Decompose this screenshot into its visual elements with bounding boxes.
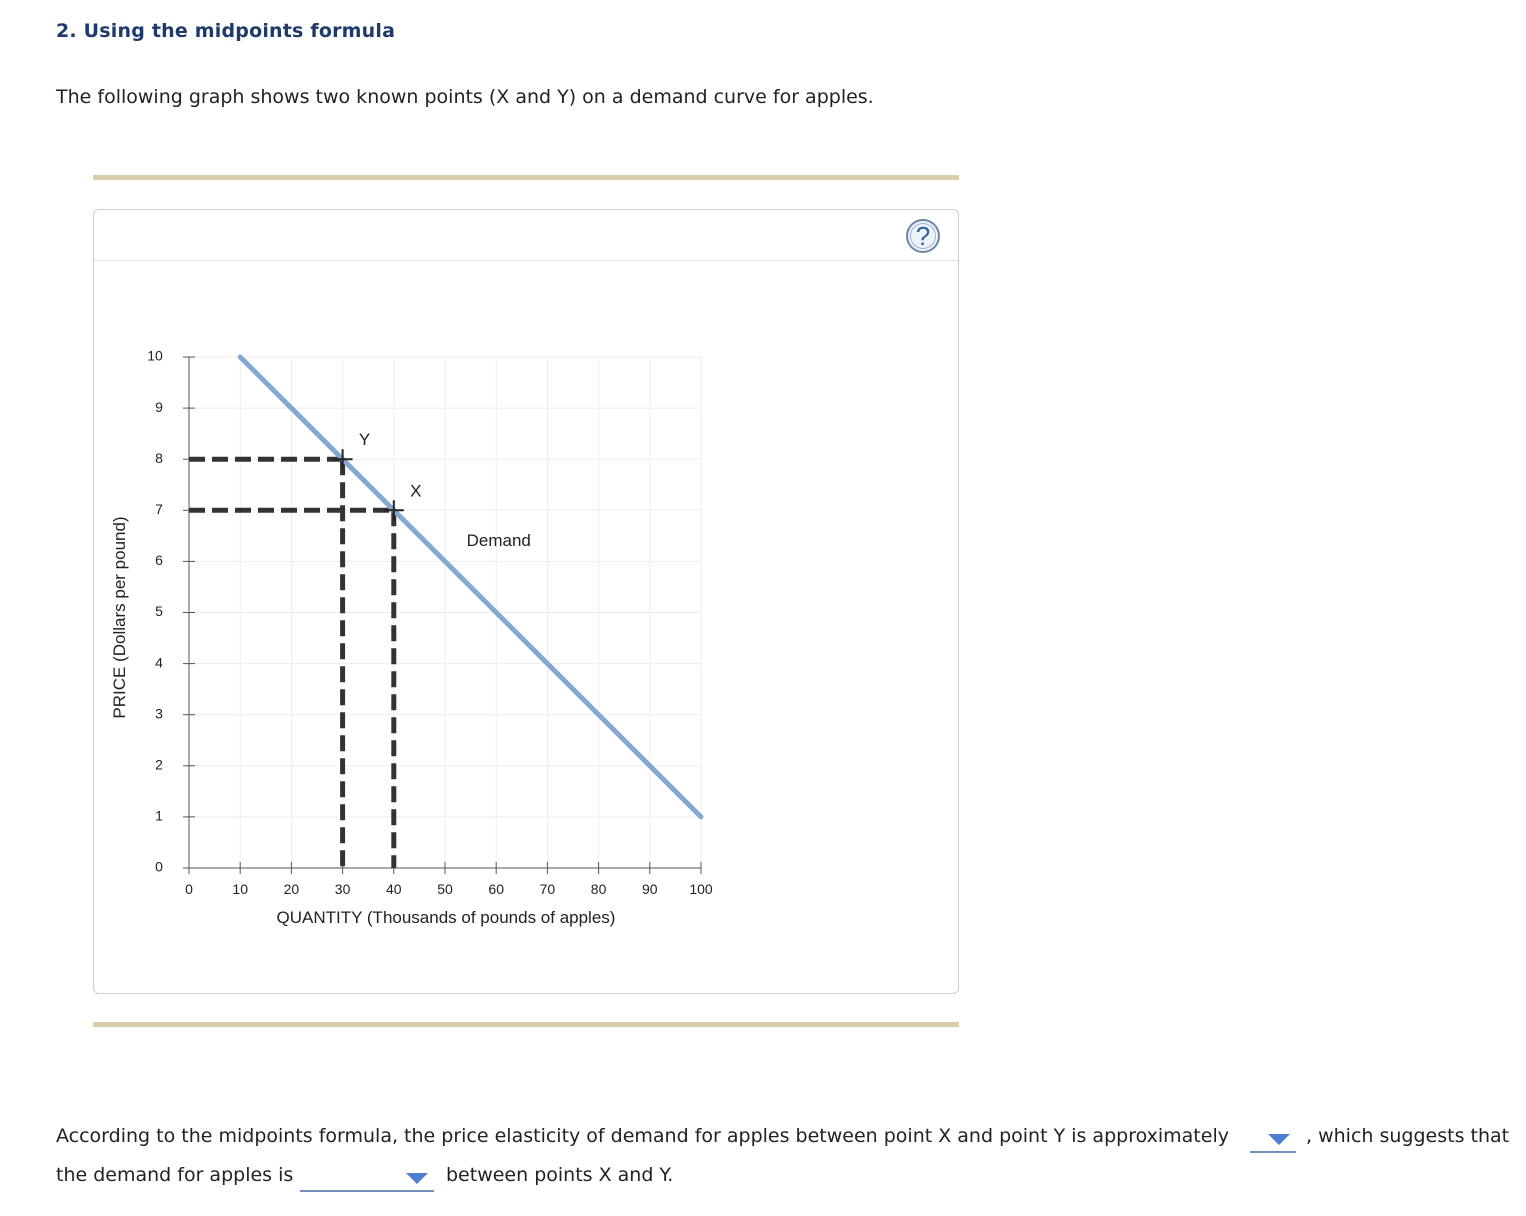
question-intro: The following graph shows two known points (X and Y) on a demand curve for apples. (56, 86, 874, 108)
y-tick-label: 1 (155, 807, 163, 824)
y-tick-label: 5 (155, 603, 163, 620)
answer-line-2 (56, 1164, 293, 1186)
y-tick-label: 7 (155, 501, 163, 518)
x-tick-label: 60 (488, 881, 504, 897)
answer-line-1-end-text: , which suggests that (1306, 1125, 1510, 1147)
dropdown-arrow-icon (1268, 1134, 1290, 1145)
demand-type-dropdown[interactable] (300, 1166, 434, 1192)
answer-line-1 (56, 1125, 1229, 1147)
x-tick-label: 0 (185, 881, 193, 897)
y-axis-title: PRICE (Dollars per pound) (110, 516, 129, 719)
dropdown-arrow-icon (406, 1173, 428, 1184)
answer-line-2-end (446, 1164, 673, 1186)
bottom-divider (93, 1022, 959, 1027)
help-glyph: ? (915, 221, 931, 251)
x-tick-label: 30 (334, 881, 351, 897)
elasticity-dropdown[interactable] (1250, 1127, 1296, 1153)
point-Y-label: Y (358, 430, 371, 450)
y-tick-label: 3 (155, 705, 163, 722)
x-axis-title: QUANTITY (Thousands of pounds of apples) (276, 908, 616, 927)
question-title: 2. Using the midpoints formula (56, 20, 396, 42)
y-tick-label: 6 (155, 552, 163, 569)
x-tick-label: 50 (437, 881, 453, 897)
y-tick-label: 0 (155, 858, 163, 875)
y-tick-label: 4 (155, 654, 163, 671)
answer-line-2-end-text: between points X and Y. (446, 1164, 674, 1186)
top-divider (93, 175, 959, 180)
demand-curve (240, 357, 701, 817)
demand-curve-label: Demand (466, 531, 531, 551)
x-tick-label: 10 (232, 881, 248, 897)
graph-panel (93, 209, 959, 994)
y-tick-label: 9 (155, 398, 163, 415)
x-tick-label: 100 (689, 881, 713, 897)
answer-line-1-end (1306, 1125, 1509, 1147)
y-tick-label: 8 (155, 449, 163, 466)
x-tick-label: 90 (642, 881, 658, 897)
y-tick-label: 2 (155, 756, 163, 773)
x-tick-label: 20 (283, 881, 300, 897)
answer-line-1-text: According to the midpoints formula, the price elasticity of demand for apples between point X and point Y is approximately (56, 1125, 1229, 1147)
answer-line-2-text: the demand for apples is (56, 1164, 294, 1186)
x-tick-label: 40 (386, 881, 402, 897)
point-X-label: X (410, 481, 422, 501)
demand-chart (94, 210, 958, 993)
x-tick-label: 80 (590, 881, 607, 897)
y-tick-label: 10 (147, 347, 163, 364)
x-tick-label: 70 (539, 881, 556, 897)
